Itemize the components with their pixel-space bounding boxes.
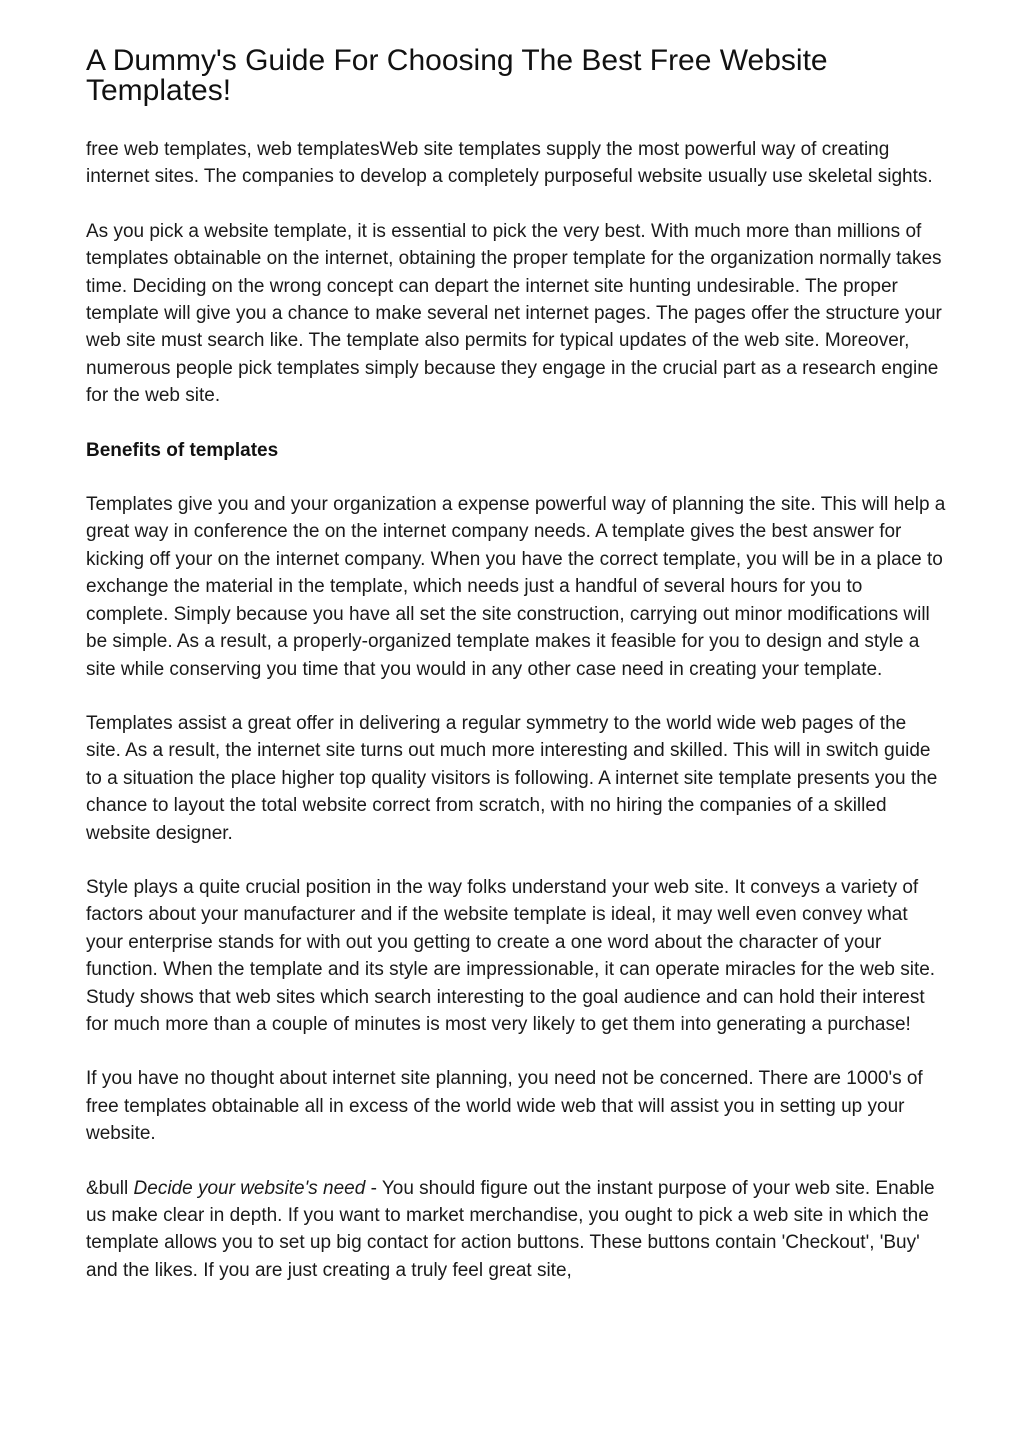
section-paragraph-3: Style plays a quite crucial position in the way folks understand your web site. It conveys a variety of factors about your manufacturer and if the website template is ideal, it may well even convey what your enterprise stands for with out you getting to create a one word about the character of your function. When the template and its style are impressionable, it can operate miracles for the web site. Study shows that web sites which search interesting to the goal audience and can hold their interest for much more than a couple of minutes is most very likely to get them into generating a purchase!: [86, 876, 936, 1035]
intro-paragraph-2: As you pick a website template, it is essential to pick the very best. With much more than millions of templates obtainable on the internet, obtaining the proper template for the organization normally takes time. Deciding on the wrong concept can depart the internet site hunting undesirable. The proper template will give you a chance to make several net internet pages. The pages offer the structure your web site must search like. The template also permits for typical updates of the web site. Moreover, numerous people pick templates simply because they engage in the crucial part as a research engine for the web site.: [86, 220, 942, 407]
section-heading: Benefits of templates: [86, 439, 279, 461]
bullet-text: - You should figure out the instant purpose of your web site. Enable us make clear in depth. If you want to market merchandise, you ought to pick a web site in which the template allows you to set up big contact for action buttons. These buttons contain 'Checkout', 'Buy' and the likes. If you are just creating a truly feel great site,: [86, 1177, 935, 1281]
section-paragraph-4: If you have no thought about internet site planning, you need not be concerned. There are 1000's of free templates obtainable all in excess of the world wide web that will assist you in setting up your website.: [86, 1068, 923, 1145]
section-paragraph-2: Templates assist a great offer in delivering a regular symmetry to the world wide web pages of the site. As a result, the internet site turns out much more interesting and skilled. This will in switch guide to a situation the place higher top quality visitors is following. A internet site template presents you the chance to layout the total website correct from scratch, with no hiring the companies of a skilled website designer.: [86, 712, 938, 844]
section-paragraph-1: Templates give you and your organization a expense powerful way of planning the site. This will help a great way in conference the on the internet company needs. A template gives the best answer for kicking off your on the internet company. When you have the correct template, you will be in a place to exchange the material in the template, which needs just a handful of several hours for you to complete. Simply because you have all set the site construction, carrying out minor modifications will be simple. As a result, a properly-organized template makes it feasible for you to design and style a site while conserving you time that you would in any other case need in creating your template.: [86, 494, 946, 680]
bullet-paragraph: [86, 1175, 946, 1285]
bullet-prefix: &bull: [86, 1177, 134, 1199]
bullet-italic-label: Decide your website's need: [133, 1177, 366, 1199]
intro-paragraph-1: free web templates, web templatesWeb site templates supply the most powerful way of creating internet sites. The companies to develop a completely purposeful website usually use skeletal sights.: [86, 139, 933, 188]
document-title: A Dummy's Guide For Choosing The Best Free Website Templates!: [86, 44, 828, 107]
document-page: [86, 46, 946, 1284]
